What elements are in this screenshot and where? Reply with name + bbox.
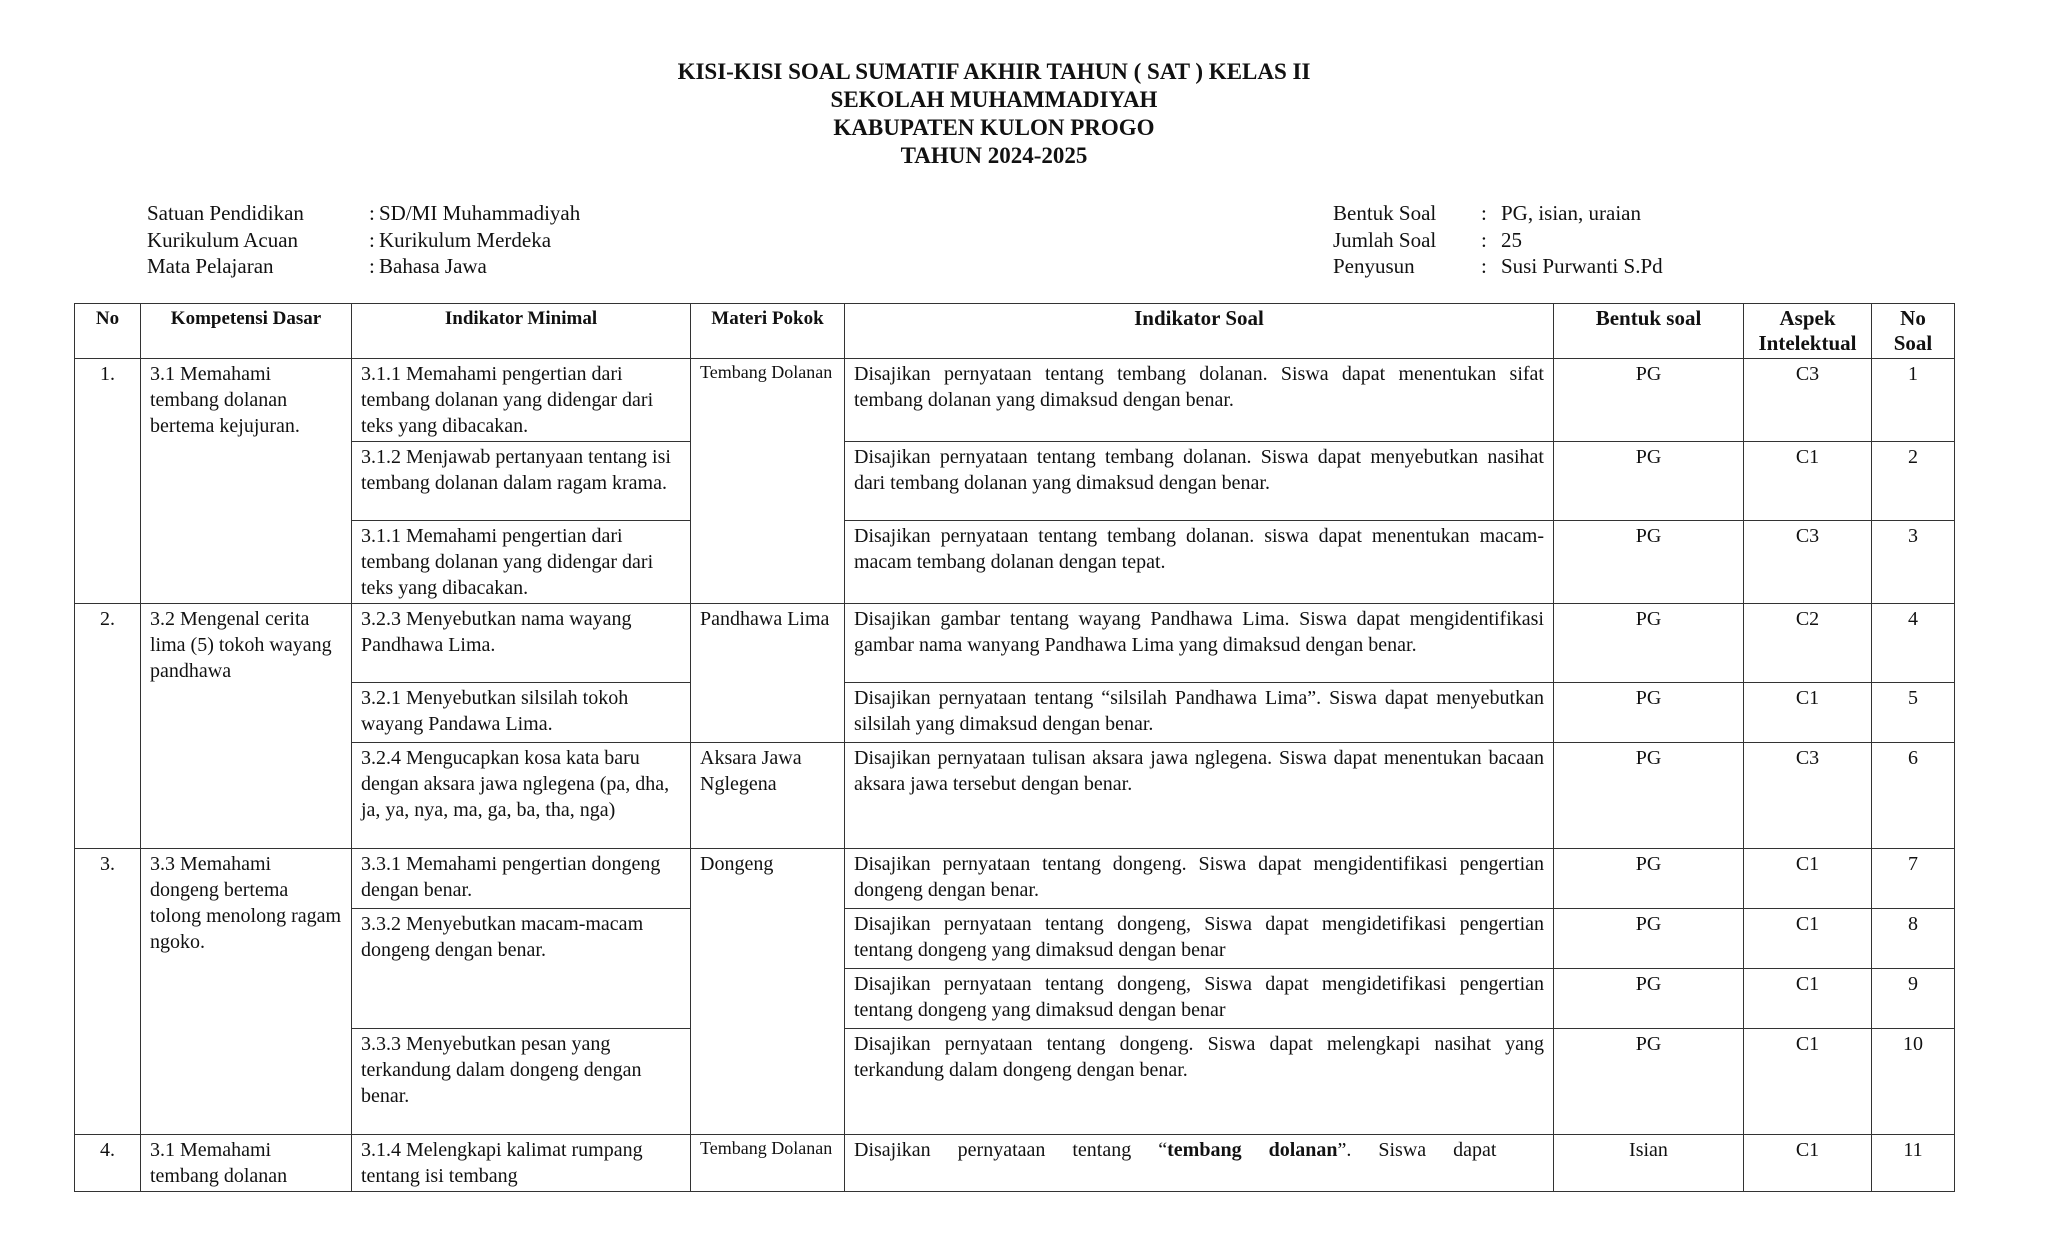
aspek-cell: C1	[1744, 969, 1872, 1029]
info-row: Jumlah Soal : 25	[1333, 227, 1522, 252]
header-kompetensi-dasar: Kompetensi Dasar	[141, 304, 352, 359]
bentuk-soal-cell: PG	[1554, 743, 1744, 849]
table-row	[75, 604, 1955, 683]
row-number: 2.	[75, 604, 141, 849]
table-row	[75, 849, 1955, 909]
indikator-minimal-cell: 3.2.4 Mengucapkan kosa kata baru dengan aksara jawa nglegena (pa, dha, ja, ya, nya, ma, ga, ba, tha, nga)	[352, 743, 691, 849]
header-aspek-intelektual: Aspek Intelektual	[1744, 304, 1872, 359]
no-soal-cell: 1	[1872, 359, 1955, 442]
aspek-cell: C3	[1744, 521, 1872, 604]
info-row: Mata Pelajaran : Bahasa Jawa	[147, 254, 487, 278]
indikator-minimal-cell: 3.1.1 Memahami pengertian dari tembang dolanan yang didengar dari teks yang dibacakan.	[352, 521, 691, 604]
info-value: Bahasa Jawa	[379, 254, 487, 278]
table-row	[75, 909, 1955, 969]
table-row	[75, 743, 1955, 849]
title-line-1: KISI-KISI SOAL SUMATIF AKHIR TAHUN ( SAT ) KELAS II	[677, 59, 1311, 84]
row-number: 4.	[75, 1135, 141, 1192]
indikator-soal-cell	[845, 1135, 1554, 1192]
info-right	[1333, 200, 1663, 280]
kompetensi-dasar-cell: 3.2 Mengenal cerita lima (5) tokoh wayang pandhawa	[141, 604, 352, 849]
info-label: Bentuk Soal	[1333, 201, 1437, 225]
title-line-2: SEKOLAH MUHAMMADIYAH	[830, 87, 1158, 112]
table-row	[75, 442, 1955, 521]
document-title	[0, 58, 1988, 170]
materi-pokok-cell: Dongeng	[691, 849, 845, 1135]
info-label: Jumlah Soal	[1333, 227, 1437, 252]
materi-pokok-cell: Pandhawa Lima	[691, 604, 845, 743]
materi-pokok-cell: Aksara Jawa Nglegena	[691, 743, 845, 849]
indikator-soal-cell: Disajikan gambar tentang wayang Pandhawa Lima. Siswa dapat mengidentifikasi gambar nama wanyang Pandhawa Lima yang dimaksud dengan benar.	[845, 604, 1554, 683]
kisi-kisi-table	[74, 303, 1955, 1192]
no-soal-cell: 5	[1872, 683, 1955, 743]
aspek-cell: C1	[1744, 683, 1872, 743]
info-left	[147, 200, 580, 280]
aspek-cell: C3	[1744, 743, 1872, 849]
no-soal-cell: 2	[1872, 442, 1955, 521]
info-row: Penyusun : Susi Purwanti S.Pd	[1333, 254, 1663, 278]
no-soal-cell: 9	[1872, 969, 1955, 1029]
bentuk-soal-cell: PG	[1554, 359, 1744, 442]
indikator-minimal-cell: 3.1.1 Memahami pengertian dari tembang dolanan yang didengar dari teks yang dibacakan.	[352, 359, 691, 442]
aspek-cell: C1	[1744, 849, 1872, 909]
info-value: Susi Purwanti S.Pd	[1501, 254, 1663, 278]
indikator-soal-cell: Disajikan pernyataan tentang “silsilah Pandhawa Lima”. Siswa dapat menyebutkan silsilah yang dimaksud dengan benar.	[845, 683, 1554, 743]
info-label: Penyusun	[1333, 254, 1415, 278]
bentuk-soal-cell: PG	[1554, 1029, 1744, 1135]
table-header-row	[75, 304, 1955, 359]
header-no-soal: No Soal	[1872, 304, 1955, 359]
info-label: Kurikulum Acuan	[147, 227, 299, 252]
indikator-soal-cell: Disajikan pernyataan tentang tembang dolanan. Siswa dapat menyebutkan nasihat dari tembang dolanan yang dimaksud dengan benar.	[845, 442, 1554, 521]
header-indikator-minimal: Indikator Minimal	[352, 304, 691, 359]
indikator-soal-cell: Disajikan pernyataan tentang dongeng. Siswa dapat melengkapi nasihat yang terkandung dalam dongeng dengan benar.	[845, 1029, 1554, 1135]
table-row	[75, 1135, 1955, 1192]
indikator-soal-emphasis: tembang dolanan	[1167, 1139, 1338, 1161]
info-value: 25	[1501, 227, 1522, 252]
indikator-soal-cell: Disajikan pernyataan tulisan aksara jawa nglegena. Siswa dapat menentukan bacaan aksara jawa tersebut dengan benar.	[845, 743, 1554, 849]
header-bentuk-soal: Bentuk soal	[1554, 304, 1744, 359]
aspek-cell: C1	[1744, 909, 1872, 969]
indikator-soal-cell: Disajikan pernyataan tentang dongeng, Siswa dapat mengidetifikasi pengertian tentang dongeng yang dimaksud dengan benar	[845, 969, 1554, 1029]
info-label: Mata Pelajaran	[147, 254, 274, 278]
no-soal-cell: 11	[1872, 1135, 1955, 1192]
title-line-3: KABUPATEN KULON PROGO	[833, 115, 1155, 140]
indikator-soal-text: ”. Siswa dapat	[1337, 1139, 1497, 1161]
info-value: SD/MI Muhammadiyah	[379, 201, 581, 225]
table-row	[75, 359, 1955, 442]
indikator-soal-cell: Disajikan pernyataan tentang tembang dolanan. siswa dapat menentukan macam- macam tembang dolanan dengan tepat.	[845, 521, 1554, 604]
header-no: No	[75, 304, 141, 359]
bentuk-soal-cell: PG	[1554, 521, 1744, 604]
bentuk-soal-cell: Isian	[1554, 1135, 1744, 1192]
kompetensi-dasar-cell: 3.1 Memahami tembang dolanan bertema kejujuran.	[141, 359, 352, 604]
indikator-minimal-cell: 3.2.1 Menyebutkan silsilah tokoh wayang Pandawa Lima.	[352, 683, 691, 743]
info-value: Kurikulum Merdeka	[379, 227, 552, 252]
no-soal-cell: 8	[1872, 909, 1955, 969]
indikator-minimal-cell: 3.2.3 Menyebutkan nama wayang Pandhawa Lima.	[352, 604, 691, 683]
info-label: Satuan Pendidikan	[147, 201, 304, 225]
aspek-cell: C3	[1744, 359, 1872, 442]
info-row: Kurikulum Acuan : Kurikulum Merdeka	[147, 227, 552, 252]
table-row	[75, 683, 1955, 743]
bentuk-soal-cell: PG	[1554, 969, 1744, 1029]
bentuk-soal-cell: PG	[1554, 604, 1744, 683]
row-number: 1.	[75, 359, 141, 604]
materi-pokok-cell: Tembang Dolanan	[691, 1135, 845, 1192]
no-soal-cell: 3	[1872, 521, 1955, 604]
aspek-cell: C1	[1744, 1029, 1872, 1135]
info-value: PG, isian, uraian	[1501, 201, 1641, 225]
indikator-minimal-cell: 3.1.4 Melengkapi kalimat rumpang tentang isi tembang	[352, 1135, 691, 1192]
indikator-soal-cell: Disajikan pernyataan tentang tembang dolanan. Siswa dapat menentukan sifat tembang dolanan yang dimaksud dengan benar.	[845, 359, 1554, 442]
no-soal-cell: 7	[1872, 849, 1955, 909]
no-soal-cell: 10	[1872, 1029, 1955, 1135]
indikator-soal-cell: Disajikan pernyataan tentang dongeng. Siswa dapat mengidentifikasi pengertian dongeng dengan benar.	[845, 849, 1554, 909]
aspek-cell: C1	[1744, 442, 1872, 521]
kompetensi-dasar-cell: 3.1 Memahami tembang dolanan	[141, 1135, 352, 1192]
indikator-minimal-cell: 3.3.3 Menyebutkan pesan yang terkandung dalam dongeng dengan benar.	[352, 1029, 691, 1135]
no-soal-cell: 6	[1872, 743, 1955, 849]
bentuk-soal-cell: PG	[1554, 683, 1744, 743]
indikator-soal-text: Disajikan pernyataan tentang “	[854, 1139, 1168, 1161]
kompetensi-dasar-cell: 3.3 Memahami dongeng bertema tolong menolong ragam ngoko.	[141, 849, 352, 1135]
row-number: 3.	[75, 849, 141, 1135]
title-line-4: TAHUN 2024-2025	[900, 143, 1088, 168]
table-row	[75, 521, 1955, 604]
indikator-minimal-cell: 3.1.2 Menjawab pertanyaan tentang isi tembang dolanan dalam ragam krama.	[352, 442, 691, 521]
header-indikator-soal: Indikator Soal	[845, 304, 1554, 359]
aspek-cell: C1	[1744, 1135, 1872, 1192]
bentuk-soal-cell: PG	[1554, 442, 1744, 521]
info-row: Bentuk Soal : PG, isian, uraian	[1333, 201, 1641, 225]
indikator-minimal-cell: 3.3.2 Menyebutkan macam-macam dongeng dengan benar.	[352, 909, 691, 1029]
info-row: Satuan Pendidikan : SD/MI Muhammadiyah	[147, 201, 581, 225]
aspek-cell: C2	[1744, 604, 1872, 683]
indikator-soal-cell: Disajikan pernyataan tentang dongeng, Siswa dapat mengidetifikasi pengertian tentang dongeng yang dimaksud dengan benar	[845, 909, 1554, 969]
header-materi-pokok: Materi Pokok	[691, 304, 845, 359]
no-soal-cell: 4	[1872, 604, 1955, 683]
bentuk-soal-cell: PG	[1554, 849, 1744, 909]
table-row	[75, 1029, 1955, 1135]
bentuk-soal-cell: PG	[1554, 909, 1744, 969]
materi-pokok-cell: Tembang Dolanan	[691, 359, 845, 604]
indikator-minimal-cell: 3.3.1 Memahami pengertian dongeng dengan benar.	[352, 849, 691, 909]
